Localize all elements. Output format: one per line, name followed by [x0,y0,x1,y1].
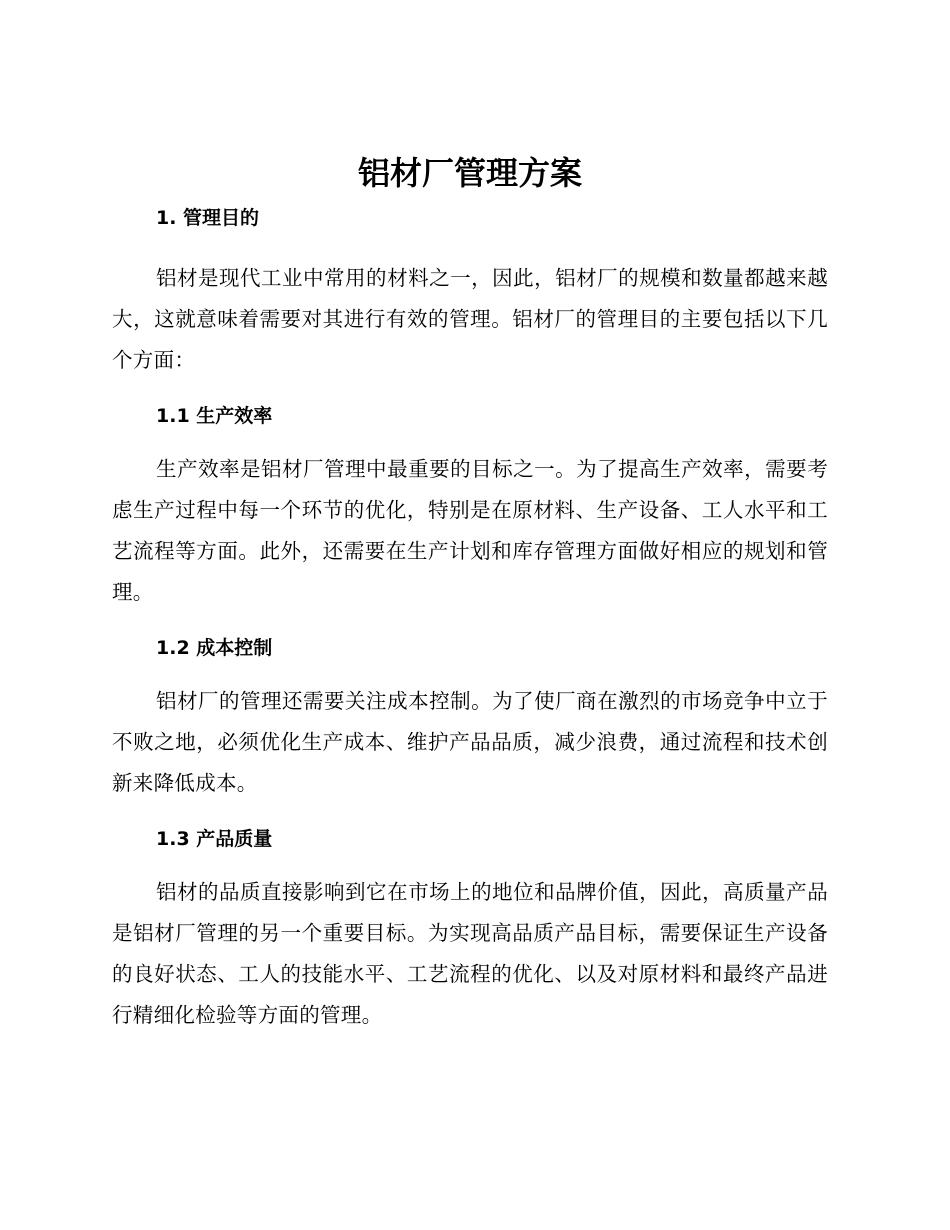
section-heading-management-purpose: 1. 管理目的 [156,207,260,229]
document-body [112,150,828,1036]
section-paragraph-management-purpose: 铝材是现代工业中常用的材料之一，因此，铝材厂的规模和数量都越来越大，这就意味着需要对其进行有效的管理。铝材厂的管理目的主要包括以下几个方面： [112,266,828,372]
section-heading-production-efficiency: 1.1 生产效率 [156,405,273,427]
section-heading-product-quality: 1.3 产品质量 [156,828,273,850]
section-paragraph-production-efficiency: 生产效率是铝材厂管理中最重要的目标之一。为了提高生产效率，需要考虑生产过程中每一个环节的优化，特别是在原材料、生产设备、工人水平和工艺流程等方面。此外，还需要在生产计划和库存管理方面做好相应的规划和管理。 [112,457,828,604]
section-paragraph-product-quality: 铝材的品质直接影响到它在市场上的地位和品牌价值，因此，高质量产品是铝材厂管理的另一个重要目标。为实现高品质产品目标，需要保证生产设备的良好状态、工人的技能水平、工艺流程的优化、以及对原材料和最终产品进行精细化检验等方面的管理。 [112,880,828,1027]
section-paragraph-cost-control: 铝材厂的管理还需要关注成本控制。为了使厂商在激烈的市场竞争中立于不败之地，必须优化生产成本、维护产品品质，减少浪费，通过流程和技术创新来降低成本。 [112,689,828,795]
document-title: 铝材厂管理方案 [357,154,582,192]
section-heading-cost-control: 1.2 成本控制 [156,637,273,659]
